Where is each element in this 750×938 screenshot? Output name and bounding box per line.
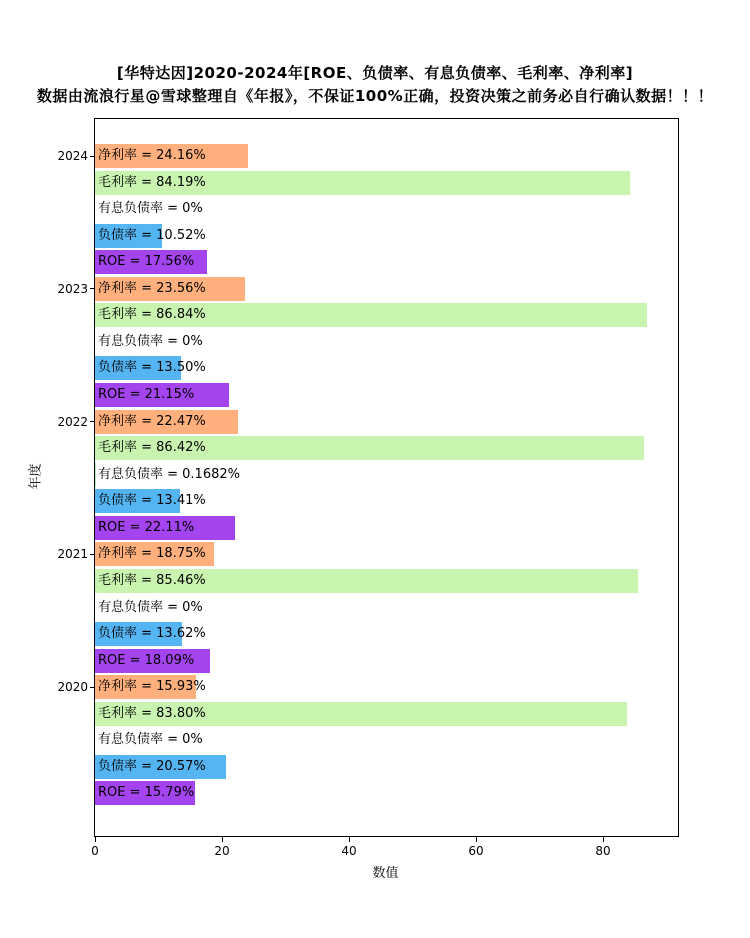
bar-value-label: ROE = 18.09% [98,652,195,668]
bar-value-label: 负债率 = 13.50% [98,360,206,376]
bar-value-label: 毛利率 = 86.42% [98,440,206,456]
bar-value-label: 有息负债率 = 0% [98,599,203,615]
bar-value-label: 有息负债率 = 0% [98,201,203,217]
bar-value-label: 毛利率 = 83.80% [98,705,206,721]
y-axis-tick-label: 2022 [57,414,88,429]
y-axis-tick-label: 2021 [57,547,88,562]
bar-value-label: 净利率 = 15.93% [98,679,206,695]
bar-value-label: 净利率 = 24.16% [98,148,206,163]
x-axis-tick-label: 60 [468,844,484,858]
y-axis-label-wrap [24,118,44,835]
bar-value-label: ROE = 21.15% [98,387,195,403]
bar-value-label: ROE = 17.56% [98,254,195,270]
bar-value-label: 有息负债率 = 0% [98,732,203,748]
x-axis-tick [222,837,223,842]
bar-value-label: 负债率 = 10.52% [98,227,206,243]
chart-subtitle: 数据由流浪行星@雪球整理自《年报》，不保证100%正确，投资决策之前务必自行确认数据！！！ [36,87,714,105]
y-axis-tick [90,554,95,555]
bar-value-label: 负债率 = 13.41% [98,493,206,509]
bar-value-label: 净利率 = 18.75% [98,546,206,562]
y-axis-tick [90,421,95,422]
bar-value-label: 负债率 = 20.57% [98,758,206,774]
x-axis-tick [476,837,477,842]
bar-value-label: 毛利率 = 84.19% [98,174,206,190]
x-axis-tick [95,837,96,842]
bar-value-label: 净利率 = 22.47% [98,413,206,429]
plot-area [57,118,679,858]
y-axis-tick-label: 2023 [57,281,88,296]
y-axis-label: 年度 [28,463,44,490]
bar-value-label: ROE = 15.79% [98,785,195,801]
x-axis-tick [603,837,604,842]
chart-title: [华特达因]2020-2024年[ROE、负债率、有息负债率、毛利率、净利率] [116,64,634,82]
bar-value-label: 毛利率 = 86.84% [98,307,206,323]
y-axis-tick-label: 2020 [57,680,88,695]
x-axis-label: 数值 [372,866,399,881]
bar-value-label: 毛利率 = 85.46% [98,572,206,588]
bar-value-label: 有息负债率 = 0% [98,333,203,349]
bar-value-label: 负债率 = 13.62% [98,626,206,642]
x-axis-tick-label: 20 [214,844,230,858]
x-axis-tick-label: 40 [341,844,357,858]
y-axis-tick [90,687,95,688]
bar [95,463,96,487]
bar-value-label: 净利率 = 23.56% [98,280,206,296]
y-axis-tick [90,288,95,289]
x-axis-tick-label: 80 [595,844,611,858]
y-axis-tick-label: 2024 [57,149,88,163]
bar-value-label: ROE = 22.11% [98,519,195,535]
x-axis-tick-label: 0 [91,844,99,858]
bar-value-label: 有息负债率 = 0.1682% [98,466,240,482]
x-axis-tick [349,837,350,842]
y-axis-tick [90,156,95,157]
